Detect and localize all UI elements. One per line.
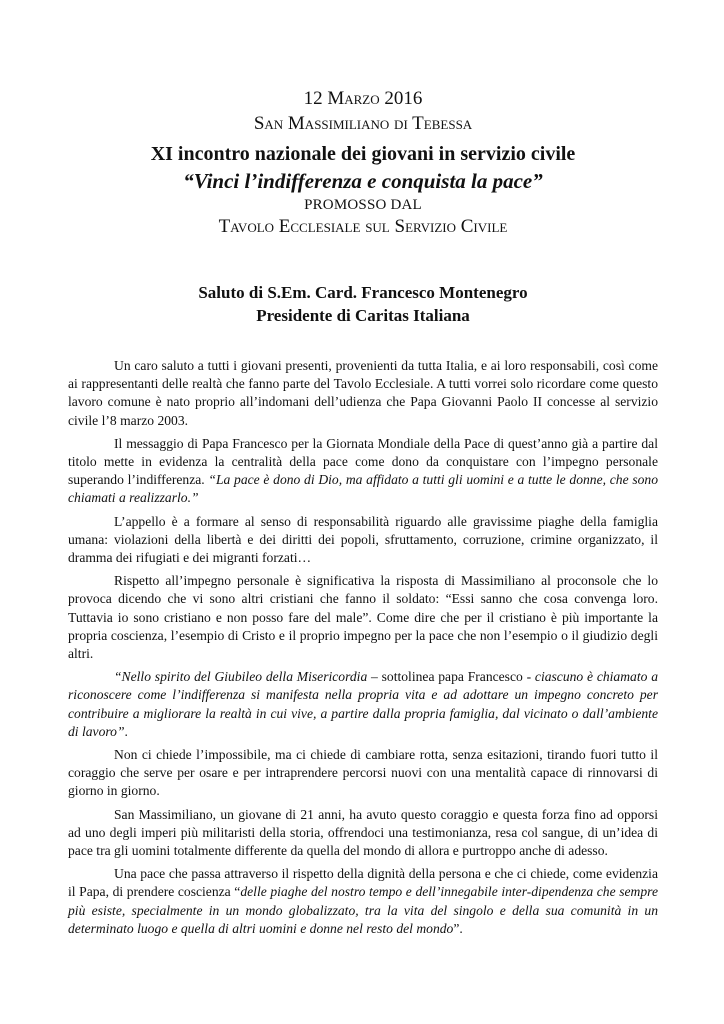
greeting-line-1: Saluto di S.Em. Card. Francesco Montenegro [198,283,528,302]
paragraph-2 [68,435,658,508]
paragraph-5-mid: – sottolinea papa Francesco - [367,669,535,685]
paragraph-5-end: . [124,723,128,739]
event-place: San Massimiliano di Tebessa [253,113,473,134]
event-title: XI incontro nazionale dei giovani in servizio civile [150,143,576,165]
paragraph-8-end: ”. [453,920,463,936]
document-header [68,0,658,239]
paragraph-5-quote-a: “Nello spirito del Giubileo della Misericordia [114,669,368,685]
paragraph-5 [68,668,658,741]
paragraph-1: Un caro saluto a tutti i giovani presenti, provenienti da tutta Italia, e ai loro responsabili, così come ai rappresentanti delle realtà che fanno parte del Tavolo Ecclesiale. A tutti vorrei solo ricordare come questo lavoro comune è nato proprio all’indomani dell’udienza che Papa Giovanni Paolo II concesse al servizio civile l’8 marzo 2003. [68,358,658,428]
document-body [68,357,658,938]
paragraph-8-text: Una pace che passa attraverso il rispetto della dignità della persona e che ci chiede, come evidenzia il Papa, di prendere coscienza “ [68,866,658,900]
paragraph-8-quote: delle piaghe del nostro tempo e dell’innegabile inter-dipendenza che sempre più esiste, specialmente in un mondo globalizzato, tra la vita del singolo e della sua comunità in un determinato luogo e quella di altri uomini e donne nel resto del mondo [68,884,658,936]
paragraph-4: Rispetto all’impegno personale è significativa la risposta di Massimiliano al proconsole che lo provoca dicendo che vi sono altri cristiani che fanno il soldato: “Essi sanno che cosa convenga loro. Tuttavia io sono cristiano e non posso fare del male”. Come dire che per il cristiano è più importante la propria coscienza, l’esempio di Cristo e il proprio impegno per la pace che non l’esempio o il giudizio degli altri. [68,573,658,662]
paragraph-2-text: Il messaggio di Papa Francesco per la Giornata Mondiale della Pace di quest’anno già a partire dal titolo mette in evidenza la centralità della pace come dono da conquistare con l’impegno personale superando l’indifferenza. [68,435,658,488]
event-date [68,86,658,111]
paragraph-3: L’appello è a formare al senso di responsabilità riguardo alle gravissime piaghe della famiglia umana: violazioni della libertà e dei diritti dei popoli, sfruttamento, corruzione, crimine organizzato, il dramma dei rifugiati e dei migranti forzati… [68,513,658,566]
paragraph-8 [68,865,658,938]
greeting-line-2: Presidente di Caritas Italiana [256,306,470,325]
event-motto: “Vinci l’indifferenza e conquista la pace” [183,169,543,193]
greeting-heading [68,281,658,327]
paragraph-5-quote-b: ciascuno è chiamato a riconoscere come l’indifferenza si manifesta nella propria vita e ad adottare un impegno concreto per contribuire a migliorare la realtà in cui vive, a partire dalla propria famiglia, dal vicinato o dall’ambiente di lavoro” [68,669,658,739]
date-month: Marzo [327,88,380,109]
paragraph-7: San Massimiliano, un giovane di 21 anni, ha avuto questo coraggio e questa forza fino ad opporsi ad uno degli imperi più militaristi della storia, offrendoci una testimonianza, resa col sangue, di un’idea di pace tra gli uomini totalmente differente da quella del mondo di allora e purtroppo anche di adesso. [68,806,658,859]
date-day: 12 [303,88,323,109]
organizer: Tavolo Ecclesiale sul Servizio Civile [218,216,508,237]
paragraph-2-quote: “La pace è dono di Dio, ma affidato a tutti gli uomini e a tutte le donne, che sono chiamati a realizzarlo.” [68,472,658,506]
paragraph-6: Non ci chiede l’impossibile, ma ci chiede di cambiare rotta, senza esitazioni, tirando fuori tutto il coraggio che serve per osare e per intraprendere percorsi nuovi con una mentalità capace di rinnovarsi di giorno in giorno. [68,747,658,799]
date-year: 2016 [384,88,423,109]
promoted-by: PROMOSSO DAL [304,197,422,213]
